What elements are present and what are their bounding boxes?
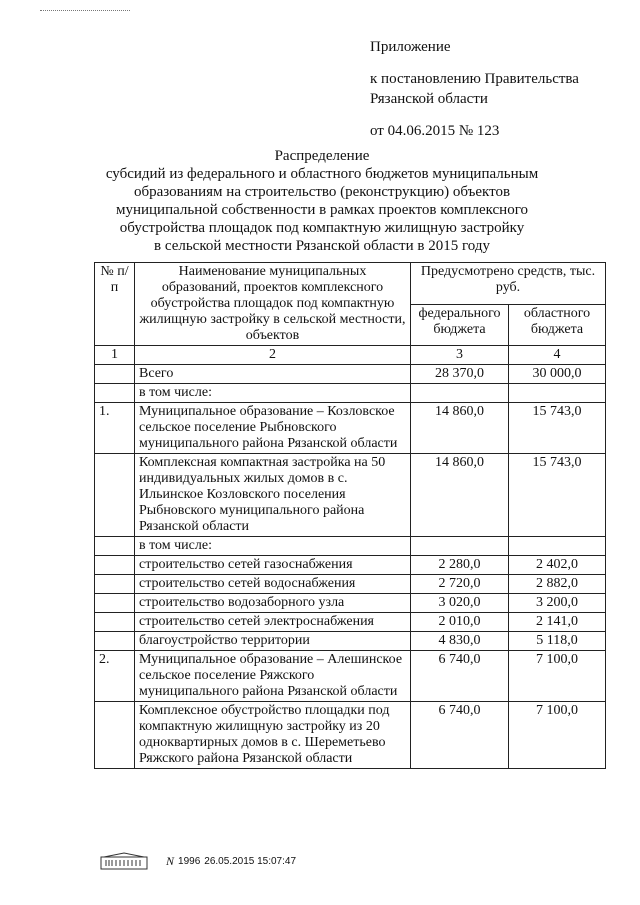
footer-datetime: 26.05.2015 15:07:47 — [204, 855, 297, 867]
table-row — [95, 575, 606, 594]
row-federal: 2 010,0 — [411, 613, 509, 632]
table-row — [95, 702, 606, 769]
table-row — [95, 651, 606, 702]
table-row — [95, 365, 606, 384]
row-regional: 30 000,0 — [509, 365, 606, 384]
table-row — [95, 454, 606, 537]
row-name: строительство сетей газоснабжения — [135, 556, 411, 575]
row-regional: 5 118,0 — [509, 632, 606, 651]
row-regional: 2 882,0 — [509, 575, 606, 594]
row-index — [95, 575, 135, 594]
row-name: Муниципальное образование – Алешинское сельское поселение Ряжского муниципального района Рязанской области — [135, 651, 411, 702]
row-name: строительство водозаборного узла — [135, 594, 411, 613]
table-body — [95, 365, 606, 769]
row-regional: 7 100,0 — [509, 651, 606, 702]
row-federal — [411, 537, 509, 556]
row-name: благоустройство территории — [135, 632, 411, 651]
title-line: муниципальной собственности в рамках проектов комплексного — [115, 202, 528, 218]
table-row — [95, 632, 606, 651]
row-index — [95, 537, 135, 556]
row-name: Комплексное обустройство площадки под компактную жилищную застройку из 20 одноквартирных домов в с. Шереметьево Ряжского района Рязанской области — [135, 702, 411, 769]
row-federal: 4 830,0 — [411, 632, 509, 651]
row-index — [95, 556, 135, 575]
table-row — [95, 384, 606, 403]
row-federal: 6 740,0 — [411, 651, 509, 702]
barcode-stamp-icon — [100, 852, 148, 870]
table-row — [95, 613, 606, 632]
table-row — [95, 594, 606, 613]
col-number: 4 — [509, 346, 606, 365]
header-row — [95, 263, 606, 305]
row-name: в том числе: — [135, 537, 411, 556]
row-name: строительство сетей электроснабжения — [135, 613, 411, 632]
row-regional: 2 141,0 — [509, 613, 606, 632]
row-index: 2. — [95, 651, 135, 702]
row-federal: 2 720,0 — [411, 575, 509, 594]
title-line: субсидий из федерального и областного бюджетов муниципальным — [105, 166, 539, 182]
row-index — [95, 632, 135, 651]
footer-number: 1996 — [178, 855, 201, 867]
appendix-line: Рязанской области — [370, 91, 488, 107]
row-name: Всего — [135, 365, 411, 384]
document-title — [80, 147, 564, 255]
row-index — [95, 365, 135, 384]
table-row — [95, 556, 606, 575]
row-regional: 3 200,0 — [509, 594, 606, 613]
row-federal: 14 860,0 — [411, 403, 509, 454]
title-line: в сельской местности Рязанской области в 2015 году — [154, 238, 490, 254]
row-regional: 15 743,0 — [509, 454, 606, 537]
col-number: 3 — [411, 346, 509, 365]
scan-artifact — [40, 10, 130, 13]
col-number: 1 — [95, 346, 135, 365]
header-regional: областного бюджета — [509, 304, 606, 346]
title-line: Распределение — [274, 148, 370, 164]
table-row — [95, 537, 606, 556]
column-number-row — [95, 346, 606, 365]
title-line: образованиям на строительство (реконструкцию) объектов — [133, 184, 511, 200]
row-index — [95, 384, 135, 403]
title-line: обустройства площадок под компактную жилищную застройку — [119, 220, 525, 236]
row-regional: 15 743,0 — [509, 403, 606, 454]
row-index — [95, 594, 135, 613]
row-name: строительство сетей водоснабжения — [135, 575, 411, 594]
row-index: 1. — [95, 403, 135, 454]
appendix-line: Приложение — [370, 39, 451, 55]
row-federal: 14 860,0 — [411, 454, 509, 537]
header-name: Наименование муниципальных образований, проектов комплексного обустройства площадок под компактную жилищную застройку в сельской местности, объектов — [135, 263, 411, 346]
row-regional: 7 100,0 — [509, 702, 606, 769]
header-federal: федерального бюджета — [411, 304, 509, 346]
row-index — [95, 613, 135, 632]
row-federal — [411, 384, 509, 403]
header-num: № п/п — [95, 263, 135, 346]
footer-mark: N — [166, 853, 175, 868]
appendix-date: от 04.06.2015 № 123 — [370, 123, 500, 139]
col-number: 2 — [135, 346, 411, 365]
subsidy-table — [94, 262, 606, 769]
row-regional: 2 402,0 — [509, 556, 606, 575]
row-federal: 3 020,0 — [411, 594, 509, 613]
row-name: Муниципальное образование – Козловское сельское поселение Рыбновского муниципального района Рязанской области — [135, 403, 411, 454]
row-regional — [509, 384, 606, 403]
appendix-line: к постановлению Правительства — [370, 71, 579, 87]
row-index — [95, 454, 135, 537]
row-name: в том числе: — [135, 384, 411, 403]
row-federal: 28 370,0 — [411, 365, 509, 384]
appendix-block — [370, 37, 579, 141]
row-federal: 2 280,0 — [411, 556, 509, 575]
row-index — [95, 702, 135, 769]
table-row — [95, 403, 606, 454]
row-name: Комплексная компактная застройка на 50 индивидуальных жилых домов в с. Ильинское Козловского поселения Рыбновского муниципального района Рязанской области — [135, 454, 411, 537]
footer — [100, 852, 300, 870]
row-regional — [509, 537, 606, 556]
header-funds: Предусмотрено средств, тыс. руб. — [411, 263, 606, 305]
row-federal: 6 740,0 — [411, 702, 509, 769]
